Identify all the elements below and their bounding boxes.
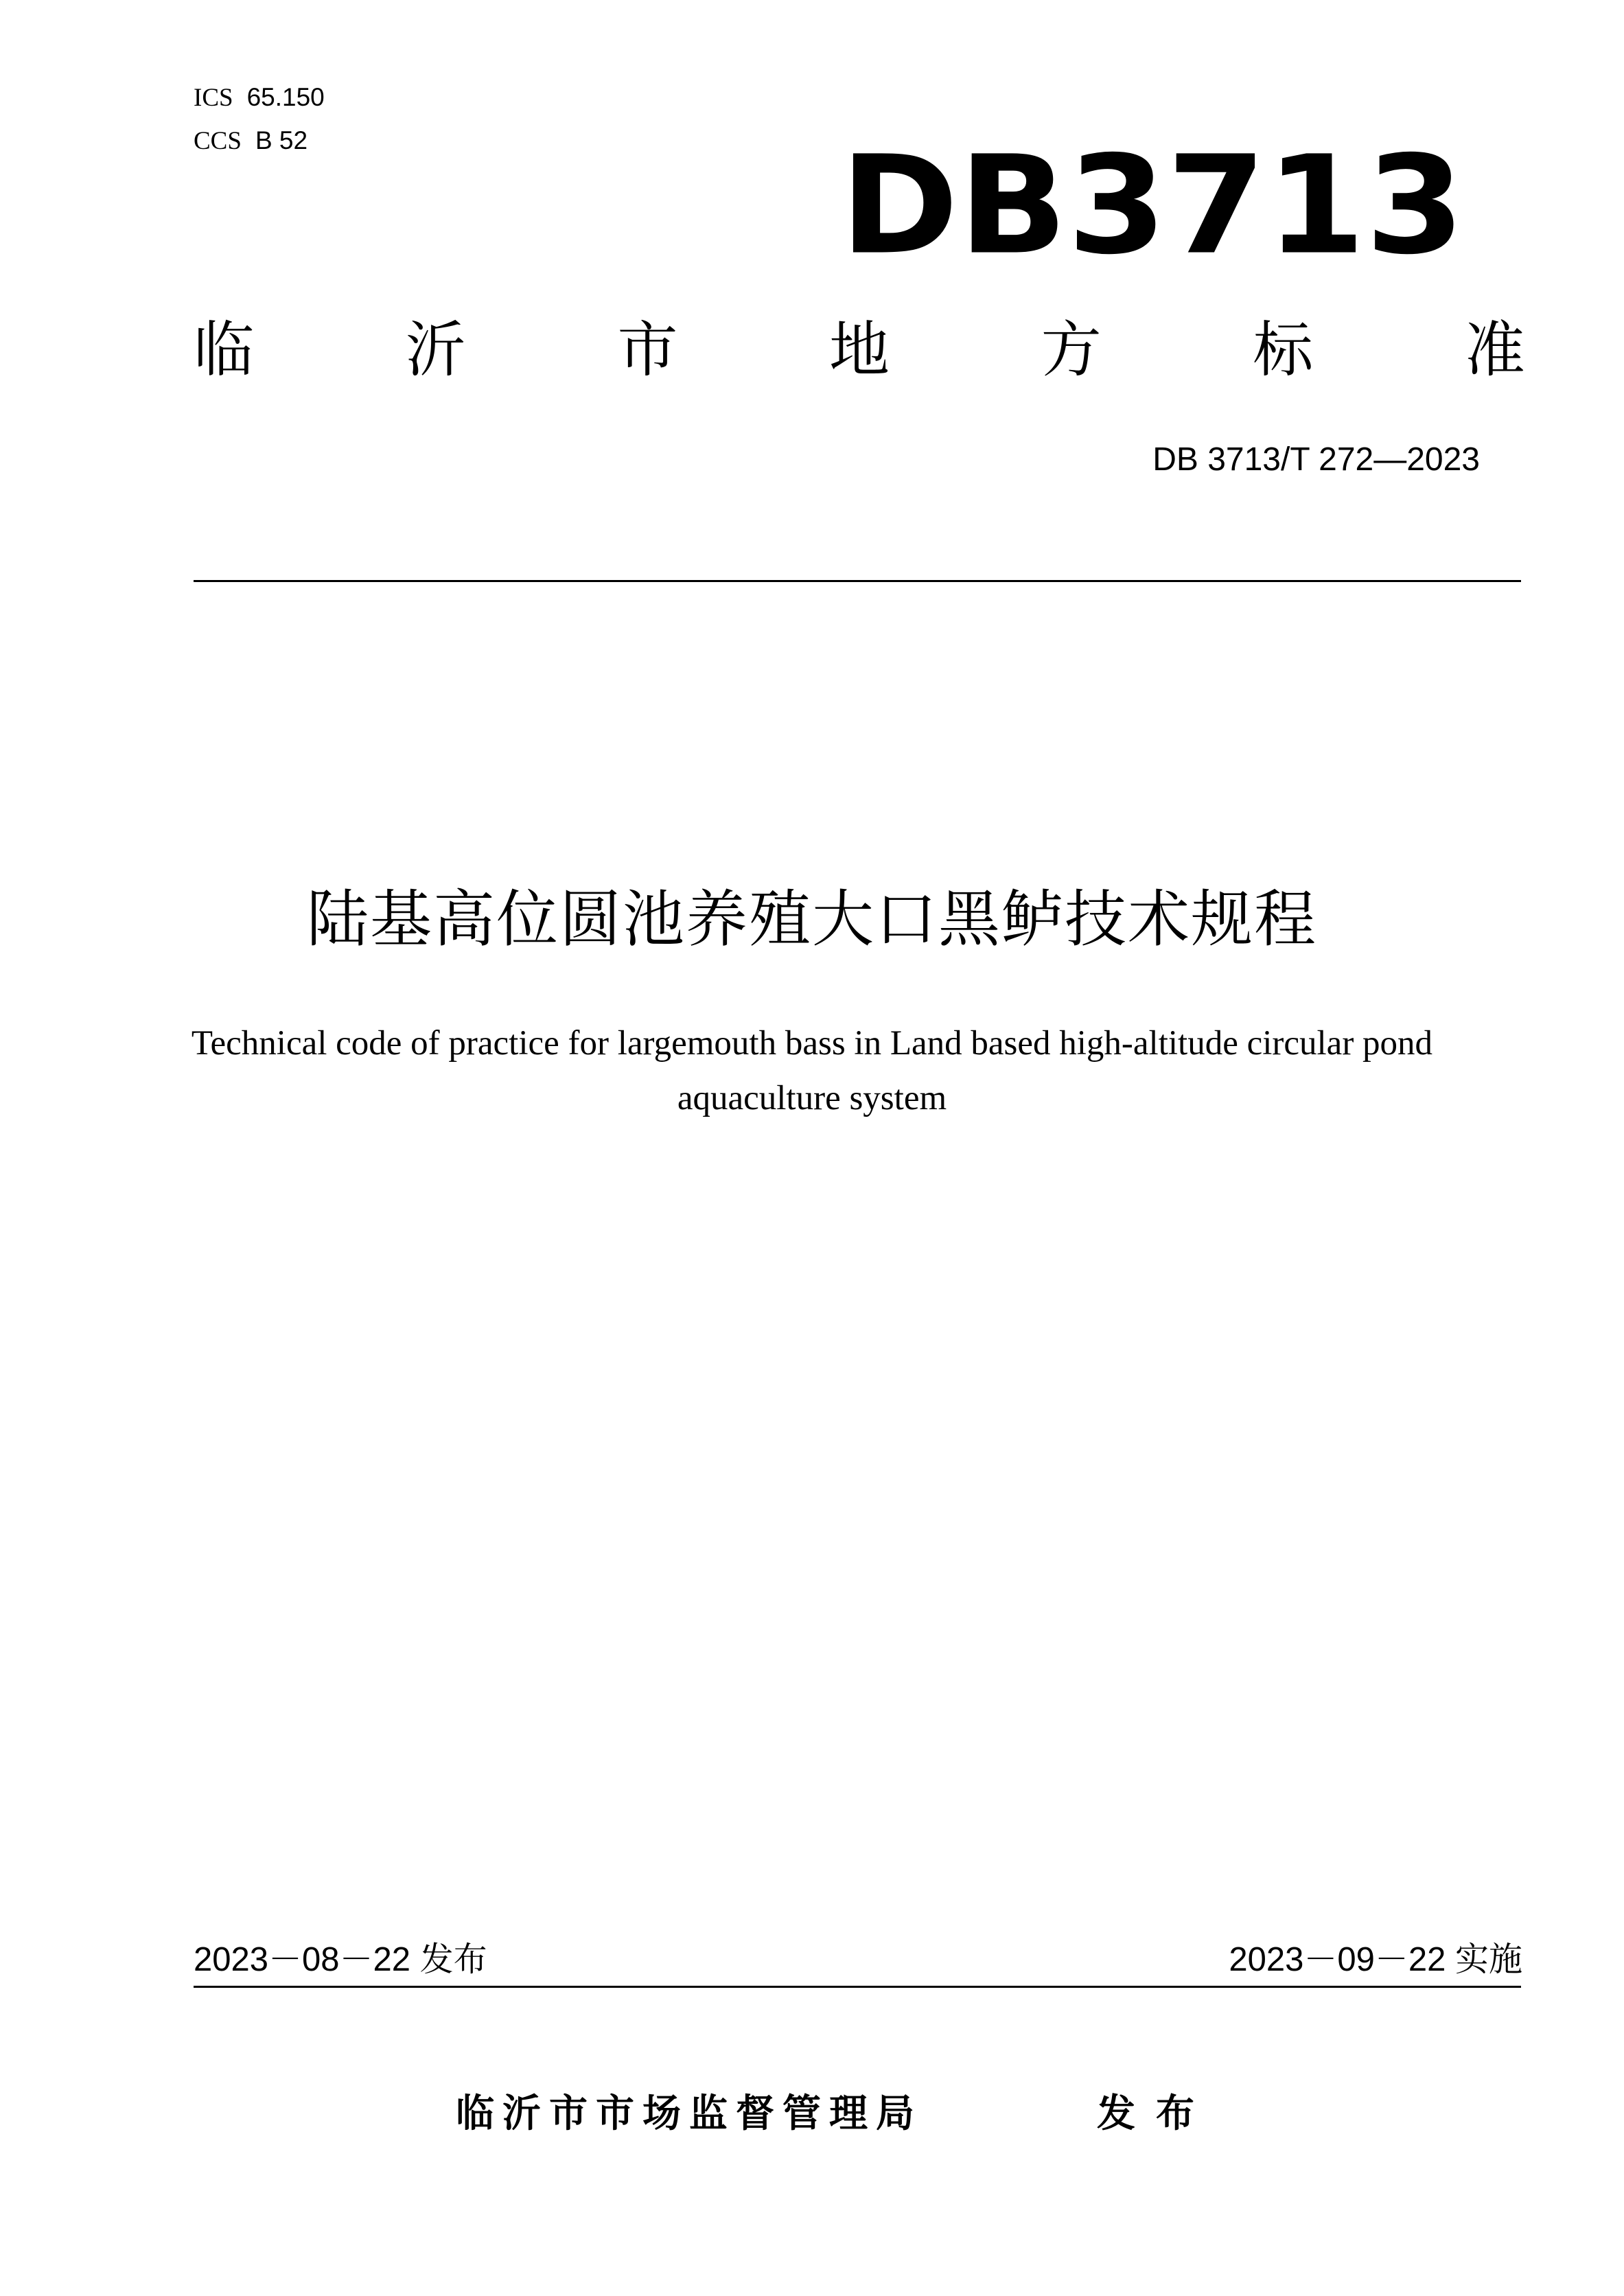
- top-divider: [194, 580, 1521, 582]
- ics-label: ICS: [194, 84, 233, 112]
- ccs-label: CCS: [194, 127, 242, 155]
- standard-type-char: 方: [1041, 314, 1102, 385]
- standard-logo: DB3713: [839, 127, 1465, 285]
- standard-type-char: 标: [1253, 314, 1314, 385]
- standard-code: DB 3713/T 272—2023: [1152, 441, 1480, 478]
- standard-type-char: 地: [828, 314, 890, 385]
- standard-type-char: 临: [194, 314, 255, 385]
- publish-label: 发布: [1097, 2091, 1215, 2136]
- issue-date: 2023－08－22 发布: [194, 1941, 487, 1978]
- ics-classification: [194, 82, 325, 113]
- standard-type-char: 准: [1464, 314, 1525, 385]
- standard-type-char: 沂: [405, 314, 466, 385]
- implementation-date: 2023－09－22 实施: [1229, 1941, 1522, 1978]
- ccs-value: B 52: [255, 126, 308, 154]
- ccs-classification: [194, 126, 308, 156]
- standard-type-heading: [194, 312, 1525, 388]
- title-chinese: 陆基高位圆池养殖大口黑鲈技术规程: [307, 883, 1317, 955]
- ics-value: 65.150: [246, 83, 325, 111]
- bottom-divider: [194, 1986, 1521, 1988]
- publisher-name: 临沂市市场监督管理局: [456, 2091, 923, 2136]
- title-english: Technical code of practice for largemouth bass in Land based high-altitude circular pond aquaculture system: [191, 1024, 1433, 1117]
- standard-type-char: 市: [617, 314, 678, 385]
